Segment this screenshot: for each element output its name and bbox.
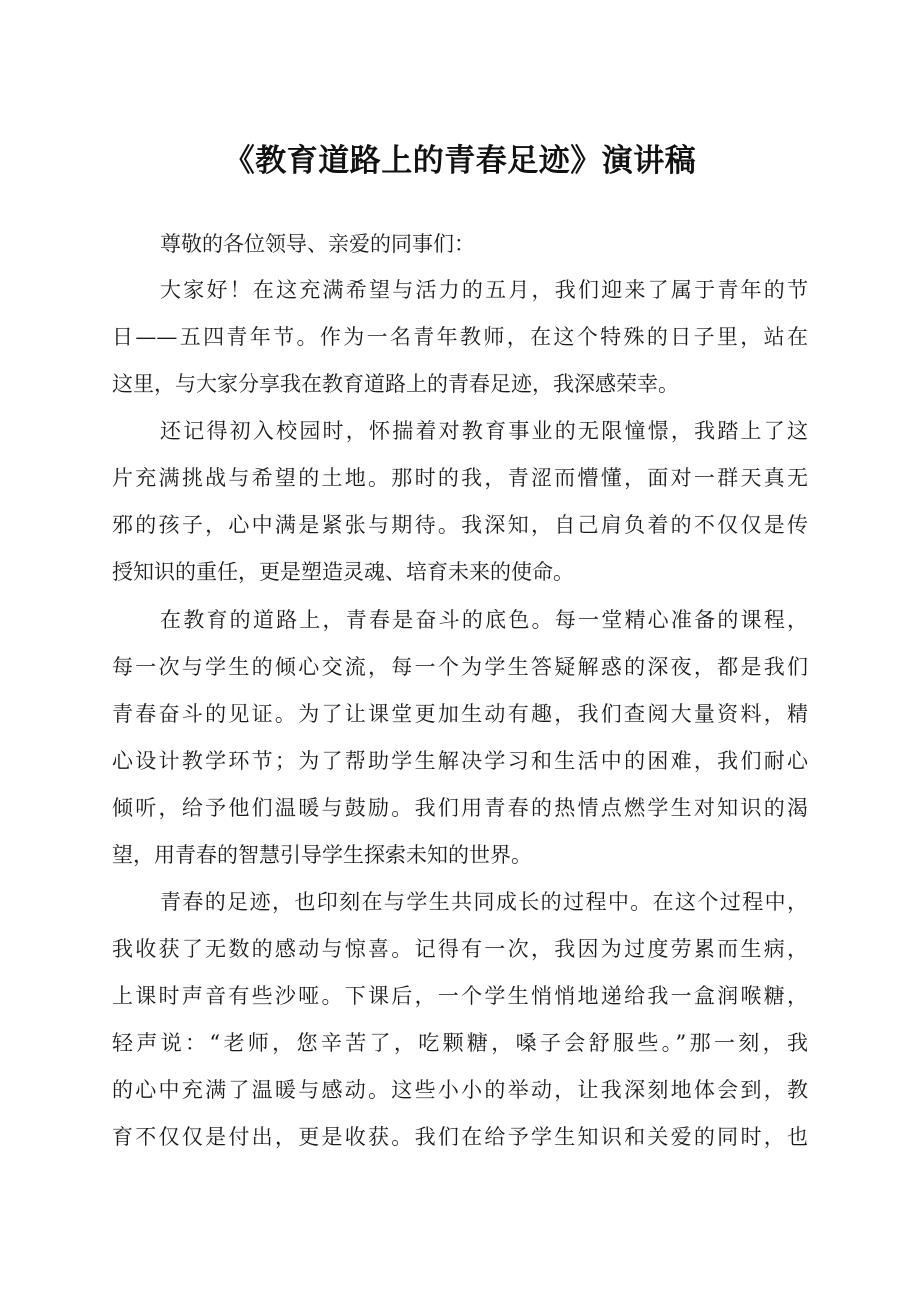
paragraph-line: 望，用青春的智慧引导学生探索未知的世界。 <box>112 843 532 867</box>
paragraph-line: 日——五四青年节。作为一名青年教师，在这个特殊的日子里，站在 <box>112 325 808 349</box>
paragraph-line: 青春的足迹，也印刻在与学生共同成长的过程中。在这个过程中， <box>160 890 808 914</box>
paragraph-line: 育不仅仅是付出，更是收获。我们在给予学生知识和关爱的同时，也 <box>112 1125 808 1149</box>
paragraph-line: 上课时声音有些沙哑。下课后，一个学生悄悄地递给我一盒润喉糖， <box>112 984 808 1008</box>
paragraph-line: 倾听，给予他们温暖与鼓励。我们用青春的热情点燃学生对知识的渴 <box>112 796 808 820</box>
paragraph-line: 青春奋斗的见证。为了让课堂更加生动有趣，我们查阅大量资料，精 <box>112 702 808 726</box>
paragraph-line: 轻声说：“老师，您辛苦了，吃颗糖，嗓子会舒服些。”那一刻，我 <box>112 1031 808 1055</box>
salutation-line: 尊敬的各位领导、亲爱的同事们： <box>160 232 475 256</box>
paragraph-line: 还记得初入校园时，怀揣着对教育事业的无限憧憬，我踏上了这 <box>160 419 808 443</box>
paragraph-line: 每一次与学生的倾心交流，每一个为学生答疑解惑的深夜，都是我们 <box>112 655 808 679</box>
paragraph-line: 大家好！在这充满希望与活力的五月，我们迎来了属于青年的节 <box>160 278 808 302</box>
paragraph-line: 我收获了无数的感动与惊喜。记得有一次，我因为过度劳累而生病， <box>112 937 808 961</box>
paragraph-line: 心设计教学环节；为了帮助学生解决学习和生活中的困难，我们耐心 <box>112 749 808 773</box>
paragraph-line: 授知识的重任，更是塑造灵魂、培育未来的使命。 <box>112 560 574 584</box>
paragraph-line: 片充满挑战与希望的土地。那时的我，青涩而懵懂，面对一群天真无 <box>112 466 808 490</box>
paragraph-line: 这里，与大家分享我在教育道路上的青春足迹，我深感荣幸。 <box>112 372 679 396</box>
paragraph-line: 的心中充满了温暖与感动。这些小小的举动，让我深刻地体会到，教 <box>112 1078 808 1102</box>
paragraph-line: 在教育的道路上，青春是奋斗的底色。每一堂精心准备的课程， <box>160 608 808 632</box>
paragraph-line: 邪的孩子，心中满是紧张与期待。我深知，自己肩负着的不仅仅是传 <box>112 513 808 537</box>
document-title: 《教育道路上的青春足迹》演讲稿 <box>223 142 697 179</box>
